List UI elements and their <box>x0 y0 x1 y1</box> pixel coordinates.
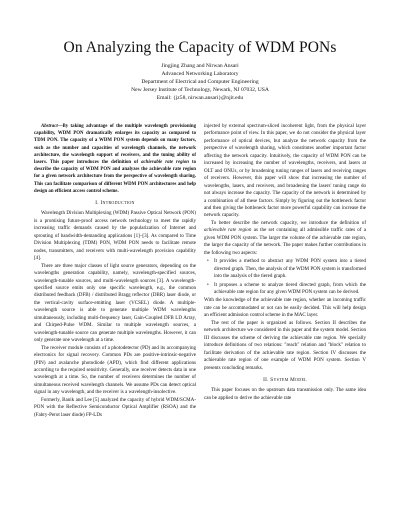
section-heading-introduction: I. Introduction <box>95 200 135 207</box>
list-item <box>207 281 366 297</box>
contribution-list <box>204 258 366 296</box>
intro-paragraph-4: Formerly, Banik and Lee [5] analyzed the capacity of hybrid WDM/SCMA-PON with the Reflective Semiconductor Optical Amplifier (RSOA) and the (Fabry-Perot laser diode) FP-LDs <box>34 396 196 418</box>
intro-paragraph-7: With the knowledge of the achievable rate region, whether an incoming traffic rate can be accommodated or not can be easily decided. This will help design an efficient admission control scheme in the MAC layer. <box>204 297 366 319</box>
author-lab: Advanced Networking Laboratory <box>161 70 239 77</box>
left-column <box>34 123 196 419</box>
rate-region-term: achievable rate region <box>204 227 252 234</box>
bullet-icon: • <box>207 258 209 265</box>
paper-title: On Analyzing the Capacity of WDM PONs <box>63 39 337 56</box>
intro-paragraph-8: The rest of the paper is organized as follows. Section II describes the network architecture we considered in this paper and the system model. Section III discusses the scheme of deriving the achievable rate region. We specially introduce definitions of two relations: "reach" relation and "block" relation to facilitate derivation of the achievable rate region. Section IV discusses the achievable rate region of one example of WDM PON system. Section V presents concluding remarks. <box>204 319 366 371</box>
intro-paragraph-5: injected by external spectrum-sliced incoherent light, from the physical layer performance point of view. In this paper, we do not consider the physical layer performance of optical devices, but analyze the network capacity from the perspective of wavelength sharing, which constitutes another important factor affecting the network capacity. Intuitively, the capacity of WDM PON can be increased by increasing the number of wavelengths, receivers, and lasers at OLT and ONUs, or by broadening tuning ranges of lasers and receiving ranges of receivers. However, this paper will show that increasing the number of wavelengths, lasers, and receivers, and broadening the lasers' tuning range do not always increase the capacity. The capacity of the network is determined by a combination of all these factors. Simply by figuring out the bottleneck factor and then giving the bottleneck factor more powerful capability can increase the network capacity. <box>204 123 366 219</box>
list-item <box>207 258 366 280</box>
abstract-label: Abstract <box>41 124 58 129</box>
author-institution: New Jersey Institute of Technology, Newark, NJ 07032, USA <box>131 86 269 93</box>
list-item-text: It proposes a scheme to analyze tiered directed graph, from which the achievable rate region for any given WDM PON system can be derived. <box>214 281 366 295</box>
abstract <box>34 123 196 195</box>
rate-region-pre: To better describe the network capacity, we introduce the definition of <box>211 219 366 226</box>
intro-paragraph-1: Wavelength Division Multiplexing (WDM) Passive Optical Network (PON) is a promising future-proof access network technology to meet the rapidly increasing traffic demands caused by the popularization of Internet and sprouting of bandwidth-demanding applications [1]–[3]. As compared to Time Division Multiplexing (TDM) PON, WDM PON needs to facilitate remote nodes, transmitters, and receivers with multi-wavelength provision capability [4]. <box>34 210 196 262</box>
rate-region-post: as the set containing all admissible traffic rates of a given WDM PON system. The larger the volume of the achievable rate region, the larger the capacity of the network. The paper makes further contributions in the following two aspects: <box>204 227 366 256</box>
abstract-text-b: to describe the capacity of WDM PON and analyzes the achievable rate region for a given network architecture from the perspective of wavelength sharing. This can facilitate comparison of different WDM PON architectures and help design an efficient access control scheme. <box>34 160 196 194</box>
abstract-text-a: —By taking advantage of the multiple wavelength provisioning capability, WDM PON dramatically enlarges its capacity as compared to TDM PON. The capacity of a WDM PON system depends on many factors, such as the number and capacities of wavelength channels, the network architecture, the wavelength support of receivers, and the tuning ability of lasers. This paper introduces the definition of <box>34 124 196 166</box>
abstract-term: achievable rate region <box>141 160 189 166</box>
list-item-text: It provides a method to abstract any WDM PON system into a tiered directed graph. Then, the analysis of the WDM PON system is transformed into the analysis of the tiered graph. <box>214 258 366 280</box>
section-heading-system-model: II. System Model <box>263 376 307 383</box>
bullet-icon: • <box>207 281 209 288</box>
author-dept: Department of Electrical and Computer Engineering <box>141 78 259 85</box>
system-paragraph-1: This paper focuses on the upstream data transmission only. The same idea can be applied to derive the achievable rate <box>204 387 366 401</box>
author-email: Email: {jz58, nirwan.ansari}@njit.edu <box>156 94 244 101</box>
author-block <box>0 63 400 103</box>
intro-paragraph-3: The receiver module consists of a photodetector (PD) and its accompanying electronics for signal recovery. Common PDs are positive-intrinsic-negative (PIN) and avalanche photodiode (APD), which find different applications according to the required sensitivity. Generally, one receiver detects data in one wavelength at a time. So, the number of receivers determines the number of simultaneous received wavelength channels. We assume PDs can detect optical signal in any wavelength, and the receiver is a wavelength-insolective. <box>34 344 196 396</box>
author-names: Jingjing Zhang and Nirwan Ansari <box>161 63 239 69</box>
intro-paragraph-2: There are three major classes of light source generators, depending on the wavelengths generation capability, namely, wavelength-specified sources, wavelength-tunable sources, and multi-wavelength sources [3]. A wavelength-specified source emits only one specific wavelength, e.g., the common distributed feedback (DFB) / distributed Bragg reflector (DBR) laser diode, or the vertical-cavity surface-emitting laser (VCSEL) diode. A multiple-wavelength source is able to generate multiple WDM wavelengths simultaneously, including multi-frequency laser, Gain-Coupled DFB LD Array, and Chirped-Pulse WDM. Similar to multiple wavelength sources, a wavelength-tunable source can generate multiple wavelengths. However, it can only generate one wavelength at a time. <box>34 262 196 344</box>
right-column <box>204 123 366 402</box>
intro-paragraph-6 <box>204 220 366 257</box>
